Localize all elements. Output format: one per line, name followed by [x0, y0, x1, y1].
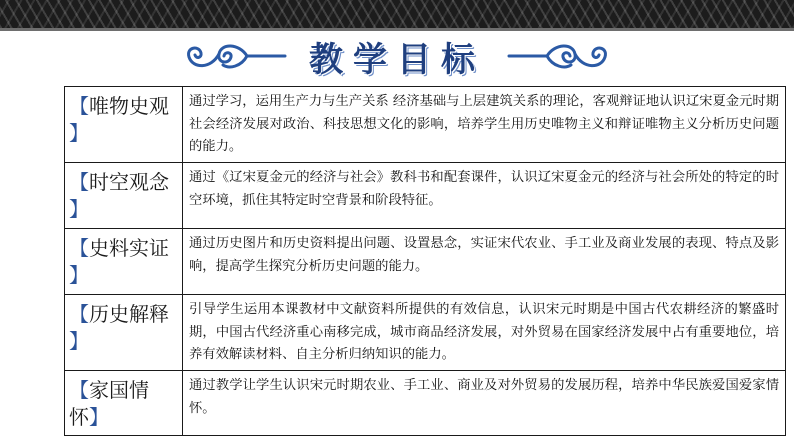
table-row	[65, 295, 785, 371]
table-row	[65, 371, 785, 435]
objective-label-cell	[65, 163, 183, 228]
objective-text: 通过《辽宋夏金元的经济与社会》教科书和配套课件，认识辽宋夏金元的经济与社会所处的特定的时空环境，抓住其特定时空背景和阶段特征。	[189, 170, 779, 208]
objective-label-cell	[65, 87, 183, 162]
objective-text: 引导学生运用本课教材中文献资料所提供的有效信息，认识宋元时期是中国古代农耕经济的繁盛时期，中国古代经济重心南移完成，城市商品经济发展，对外贸易在国家经济发展中占有重要地位，培养有效解读材料、自主分析归纳知识的能力。	[189, 302, 779, 362]
objective-label: 【史料实证 】	[69, 236, 169, 287]
objective-label-cell	[65, 229, 183, 294]
table-row	[65, 229, 785, 295]
objectives-table	[64, 86, 786, 436]
objective-label: 【历史解释 】	[69, 302, 169, 353]
decorative-border	[0, 0, 794, 31]
header	[0, 31, 794, 81]
objective-label: 【家国情怀】	[69, 378, 149, 429]
page-title: 教学目标	[309, 39, 485, 80]
right-scroll-ornament-icon	[507, 39, 617, 73]
objective-text: 通过学习，运用生产力与生产关系 经济基础与上层建筑关系的理论，客观辩证地认识辽宋夏金元时期社会经济发展对政治、科技思想文化的影响，培养学生用历史唯物主义和辩证唯物主义分析历史问题的能力。	[189, 94, 779, 154]
objective-label: 【时空观念 】	[69, 170, 169, 221]
left-scroll-ornament-icon	[177, 39, 287, 73]
objective-label-cell	[65, 371, 183, 435]
objective-text: 通过历史图片和历史资料提出问题、设置悬念，实证宋代农业、手工业及商业发展的表现、特点及影响，提高学生探究分析历史问题的能力。	[189, 236, 779, 274]
table-row	[65, 87, 785, 163]
objective-label-cell	[65, 295, 183, 370]
objective-label: 【唯物史观 】	[69, 94, 169, 145]
table-row	[65, 163, 785, 229]
objective-text: 通过教学让学生认识宋元时期农业、手工业、商业及对外贸易的发展历程，培养中华民族爱国爱家情怀。	[189, 378, 779, 416]
